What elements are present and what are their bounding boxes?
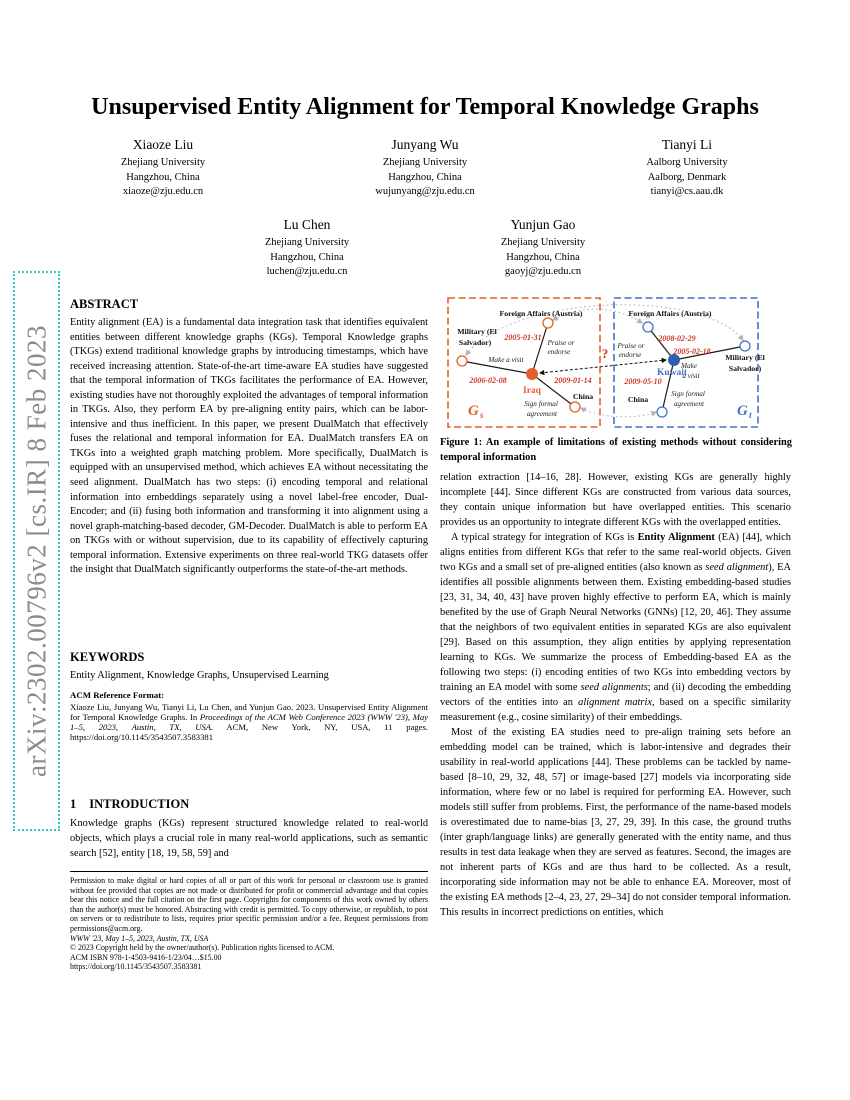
time-label-gs-sign: 2009-01-14	[554, 376, 592, 385]
author-affiliation: Zhejiang University	[120, 157, 206, 168]
abstract-text: Entity alignment (EA) is a fundamental data integration task that identifies equivalent entities between different knowledge graphs (KGs). Temporal Knowledge graphs (TKGs) extend traditional knowledge graphs by introducing timestamps, which have received increasing attention. State-of-the-art time-aware EA studies have suggested that the temporal information of TKGs facilitates the performance of EA. However, existing studies have not thoroughly exploited the advantages of temporal information in TKGs. Also, they perform EA by pre-aligning entity pairs, which can be labor-intensive and thus inefficient. In this paper, we present DualMatch that effectively fuses the relational and temporal information for EA. DualMatch transfers EA on TKGs into a weighted graph matching problem. More specifically, DualMatch is equipped with an unsupervised method, which achieves EA without necessitating the seed alignment. DualMatch has two steps: (i) encoding temporal and relational information into embeddings separately using a novel label-free encoder, Dual-Encoder; and (ii) fusing both information and transforming it into alignment using a novel graph-matching-based decoder, GM-Decoder. DualMatch is able to perform EA on TKGs with or without supervision, due to its capability of effectively capturing temporal information. Extensive experiments on three real-world TKG datasets offer the insight that DualMatch significantly outperforms the state-of-the-art methods.	[70, 317, 428, 576]
author-block-4	[197, 217, 417, 280]
label-gt-military-line2: Salvador)	[728, 364, 762, 373]
section-title: INTRODUCTION	[89, 797, 190, 811]
label-gt-kuwait: Kuwait	[656, 368, 688, 378]
time-label-gt-visit: 2005-02-18	[673, 347, 711, 356]
edge-label-gt-praise-line2: endorse	[618, 351, 642, 359]
time-label-gs-praise: 2005-01-31	[504, 333, 542, 342]
keywords-text: Entity Alignment, Knowledge Graphs, Unsupervised Learning	[70, 670, 329, 681]
equivalence-curve-china	[581, 408, 656, 417]
footnote-block	[70, 871, 428, 972]
author-email: tianyi@cs.aau.dk	[650, 186, 724, 197]
author-name: Yunjun Gao	[510, 217, 576, 232]
label-gt-foreign-affairs: Foreign Affairs (Austria)	[628, 309, 712, 318]
author-affiliation: Zhejiang University	[264, 237, 350, 248]
arxiv-watermark-box	[13, 271, 60, 831]
time-label-gs-visit: 2006-02-08	[469, 376, 507, 385]
author-email: gaoyj@zju.edu.cn	[504, 266, 582, 277]
label-gs-military-line1: Military (El	[457, 327, 497, 336]
edge-label-gs-visit: Make a visit	[488, 356, 524, 364]
question-mark: ?	[601, 346, 609, 361]
node-gt-foreign-affairs	[643, 322, 653, 332]
label-gs-china: China	[572, 392, 594, 401]
author-location: Hangzhou, China	[270, 251, 344, 263]
right-column	[440, 470, 791, 920]
author-name: Tianyi Li	[661, 137, 713, 152]
author-email: xiaoze@zju.edu.cn	[122, 186, 204, 197]
footnote-doi: https://doi.org/10.1145/3543507.3583381	[70, 962, 202, 972]
edge-label-gt-visit-line1: Make	[681, 362, 697, 370]
label-gt-graph: G	[737, 403, 748, 419]
author-affiliation: Zhejiang University	[382, 157, 468, 168]
edge-label-gt-visit-line2: a visit	[682, 372, 700, 380]
node-gs-china	[570, 402, 580, 412]
edge-label-gs-sign-line1: Sign formal	[524, 400, 558, 408]
figure-1	[442, 292, 792, 434]
label-gs-graph: G	[468, 403, 479, 419]
time-label-gt-praise: 2008-02-29	[658, 334, 696, 343]
edge-label-gt-praise-line1: Praise or	[617, 342, 645, 350]
body-paragraph-2: A typical strategy for integration of KGs is Entity Alignment (EA) [44], which aligns entities from different KGs that refer to the same real-world objects. Given two KGs and a small set of pre-aligned entities (also known as seed alignment), EA identifies all possible alignments between them. Existing embedding-based studies [23, 31, 34, 40, 43] have proven highly effective to perform EA, which is mainly benefited by the use of Graph Neural Networks (GNNs) [12, 20, 46]. They assume that the neighbors of two equivalent entities in separated KGs are also equivalent [29]. Based on this assumption, they align entities by applying representation learning to KGs. We summarize the process of Embedding-based EA as the following two steps: (i) encoding entities of two KGs into embedding vectors by training an EA model with some seed alignments; and (ii) decoding the embedding vectors of the entities into an alignment matrix, based on a specific similarity measurement (e.g., cosine similarity) of their embeddings.	[440, 532, 792, 723]
body-paragraph-3: Most of the existing EA studies need to pre-align training sets before an embedding model can be trained, which is labor-intensive and degrades their usability in real-world applications [44]. These problems can be tackled by name-based [8–10, 29, 32, 48, 57] or image-based [27] models via incorporating side information, where few or no label is required for performing EA. However, such models still suffer from problems. First, the performance of the name-based models is overestimated due to name-bias [3, 27, 29, 39]. In this case, the ground truths (inter graph/language links) are generally generated with the entity name, and thus results in test data leakage when they are served as features. Second, the images are not inherent parts of KGs and are thus hard to be collected. As a result, incorporating side information may not be able to enhance EA. Moreover, most of the existing EA methods [2–4, 23, 27, 29–34] do not consider temporal information. This results in incorrect predictions on entities, which	[440, 727, 791, 918]
label-gs-foreign-affairs: Foreign Affairs (Austria)	[499, 309, 583, 318]
figure-caption: Figure 1: An example of limitations of existing methods without considering temporal information	[440, 437, 792, 463]
edge-label-gs-praise-line1: Praise or	[547, 339, 575, 347]
label-gt-military-line1: Military (El	[725, 353, 765, 362]
footnote-isbn: ACM ISBN 978-1-4503-9416-1/23/04…$15.00	[70, 952, 222, 962]
node-gs-foreign-affairs	[543, 318, 553, 328]
edge-label-gs-praise-line2: endorse	[547, 348, 571, 356]
acm-reference-text: Xiaoze Liu, Junyang Wu, Tianyi Li, Lu Chen, and Yunjun Gao. 2023. Unsupervised Entity Alignment for Temporal Knowledge Graphs. In Proceedings of the ACM Web Conference 2023 (WWW '23), May 1–5, 2023, Austin, TX, USA. ACM, New York, NY, USA, 11 pages. https://doi.org/10.1145/3543507.3583381	[70, 702, 428, 742]
label-gs-military-line2: Salvador)	[458, 338, 492, 347]
author-location: Hangzhou, China	[506, 251, 580, 263]
author-affiliation: Zhejiang University	[500, 237, 586, 248]
author-location: Hangzhou, China	[388, 171, 462, 183]
edge-label-gs-sign-line2: agreement	[526, 410, 558, 418]
time-label-gt-sign: 2009-05-10	[624, 377, 662, 386]
footnote-permission: Permission to make digital or hard copies of all or part of this work for personal or classroom use is granted without fee provided that copies are not made or distributed for profit or commercial advantage and that copies bear this notice and the full citation on the first page. Copyrights for components of this work owned by others than the author(s) must be honored. Abstracting with credit is permitted. To copy otherwise, or republish, to post on servers or to redistribute to lists, requires prior specific permission and/or a fee. Request permissions from permissions@acm.org.	[70, 876, 428, 933]
edge-kuwait-foreign-affairs	[648, 327, 674, 360]
introduction-heading	[70, 797, 189, 812]
alignment-question-arrow	[540, 360, 666, 373]
node-gs-military	[457, 356, 467, 366]
label-gt-china: China	[627, 395, 649, 404]
author-block-5	[433, 217, 653, 280]
author-block-1	[53, 137, 273, 200]
node-gt-china	[657, 407, 667, 417]
edge-label-gt-sign-line1: Sign formal	[671, 390, 705, 398]
footnote-rule	[70, 871, 428, 872]
author-email: luchen@zju.edu.cn	[266, 266, 348, 277]
author-affiliation: Aalborg University	[646, 157, 728, 168]
introduction-text: Knowledge graphs (KGs) represent structured knowledge related to real-world objects, which plays a crucial role in many real-world applications, such as semantic search [52], entity [18, 19, 58, 59] and	[70, 818, 428, 859]
author-block-2	[315, 137, 535, 200]
edge-label-gt-sign-line2: agreement	[673, 400, 705, 408]
author-name: Lu Chen	[283, 217, 331, 232]
author-name: Xiaoze Liu	[132, 137, 194, 152]
author-name: Junyang Wu	[391, 137, 459, 152]
acm-reference-heading: ACM Reference Format:	[70, 690, 165, 700]
abstract-heading: ABSTRACT	[70, 297, 139, 311]
author-location: Aalborg, Denmark	[647, 171, 727, 183]
section-number: 1	[70, 797, 77, 811]
node-gs-iraq	[527, 369, 538, 380]
footnote-copyright: © 2023 Copyright held by the owner/author(s). Publication rights licensed to ACM.	[70, 943, 335, 953]
node-gt-kuwait	[669, 355, 680, 366]
keywords-heading: KEYWORDS	[70, 650, 145, 664]
arxiv-watermark-text: arXiv:2302.00796v2 [cs.IR] 8 Feb 2023	[21, 325, 51, 777]
node-gt-military	[740, 341, 750, 351]
label-gs-iraq: Iraq	[523, 386, 541, 396]
body-paragraph-1: relation extraction [14–16, 28]. However, existing KGs are generally highly incomplete [44]. Since different KGs are constructed from various data sources, they contain unique information but have overlapped entities. This scenario provides us an opportunity to integrate different KGs with the overlapped entities.	[440, 472, 791, 528]
author-email: wujunyang@zju.edu.cn	[375, 186, 475, 197]
author-location: Hangzhou, China	[126, 171, 200, 183]
edge-iraq-foreign-affairs	[532, 323, 548, 374]
label-gt-graph-sub: t	[749, 410, 752, 420]
paper-title: Unsupervised Entity Alignment for Temporal Knowledge Graphs	[91, 94, 759, 120]
footnote-conference: WWW '23, May 1–5, 2023, Austin, TX, USA	[70, 933, 209, 943]
label-gs-graph-sub: s	[480, 410, 484, 420]
author-block-3	[577, 137, 797, 200]
